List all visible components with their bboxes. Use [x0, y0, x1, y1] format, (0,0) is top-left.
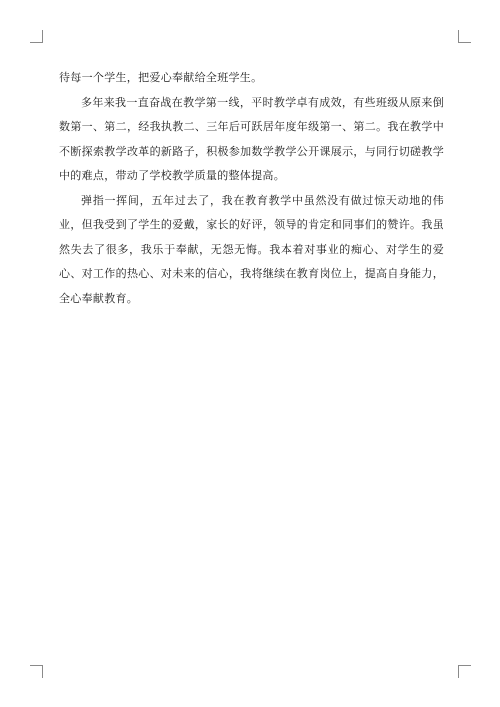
document-body [59, 66, 444, 311]
crop-mark-bottom-right [458, 665, 471, 678]
paragraph-3: 弹指一挥间，五年过去了，我在教育教学中虽然没有做过惊天动地的伟业，但我受到了学生的爱戴，家长的好评，领导的肯定和同事们的赞许。我虽然失去了很多，我乐于奉献，无怨无悔。我本着对事业的痴心、对学生的爱心、对工作的热心、对未来的信心，我将继续在教育岗位上，提高自身能力，全心奉献教育。 [59, 193, 444, 305]
crop-mark-bottom-left [30, 665, 43, 678]
crop-mark-top-left [30, 30, 43, 43]
crop-mark-top-right [458, 30, 471, 43]
paragraph-2: 多年来我一直奋战在教学第一线，平时教学卓有成效，有些班级从原来倒数第一、第二，经我执教二、三年后可跃居年度年级第一、第二。我在教学中不断探索教学改革的新路子，积极参加数学教学公开课展示，与同行切磋教学中的难点，带动了学校教学质量的整体提高。 [59, 95, 444, 182]
paragraph-1: 待每一个学生，把爱心奉献给全班学生。 [59, 71, 263, 84]
